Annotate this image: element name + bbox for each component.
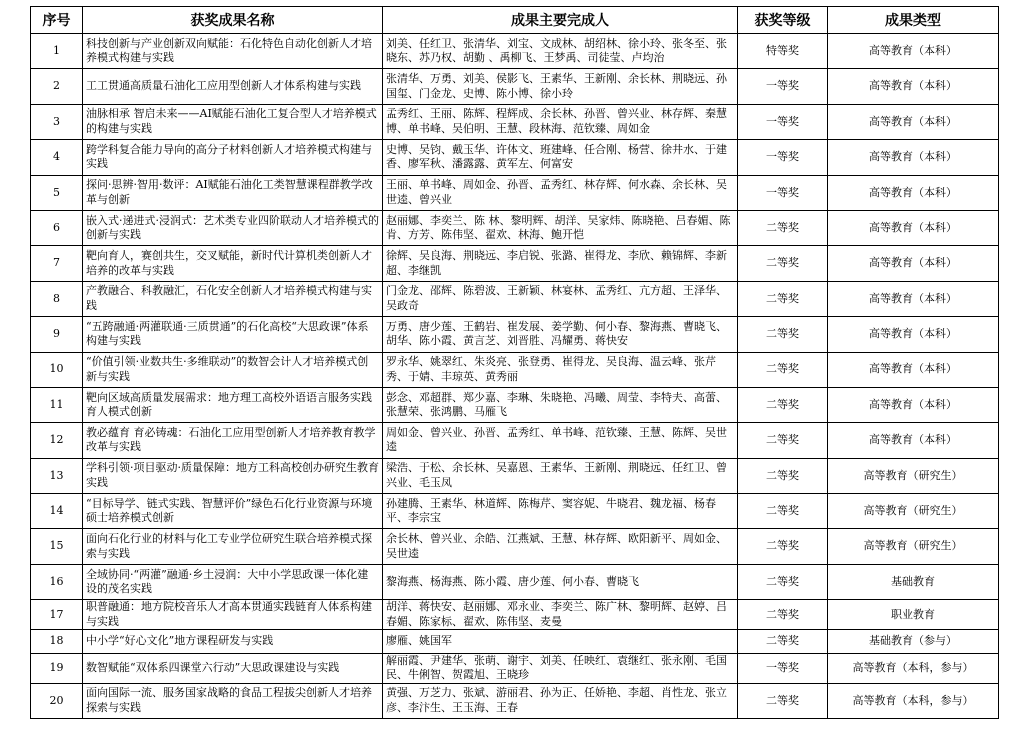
- cell-members: 廖雁、姚国军: [383, 630, 738, 654]
- cell-type: 基础教育: [828, 564, 999, 599]
- cell-no: 10: [31, 352, 83, 387]
- cell-members: 孙建腾、王素华、林道辉、陈梅芹、窦容妮、牛晓君、魏龙福、杨春平、李宗宝: [383, 494, 738, 529]
- cell-level: 二等奖: [738, 630, 828, 654]
- cell-members: 梁浩、于松、余长林、吴嘉恩、王素华、王新刚、荆晓远、任红卫、曾兴业、毛玉凤: [383, 458, 738, 493]
- cell-type: 高等教育（本科）: [828, 210, 999, 245]
- table-row: [31, 104, 999, 139]
- cell-no: 18: [31, 630, 83, 654]
- cell-level: 一等奖: [738, 104, 828, 139]
- cell-title: 教必蕴育 育必铸魂：石油化工应用型创新人才培养教育教学改革与实践: [83, 423, 383, 458]
- cell-type: 高等教育（本科）: [828, 69, 999, 104]
- table-row: [31, 140, 999, 175]
- cell-title: 产教融合、科教融汇，石化安全创新人才培养模式构建与实践: [83, 281, 383, 316]
- cell-title: 学科引领·项目驱动·质量保障：地方工科高校创办研究生教育实践: [83, 458, 383, 493]
- cell-type: 职业教育: [828, 600, 999, 630]
- cell-level: 一等奖: [738, 69, 828, 104]
- header-no: 序号: [31, 7, 83, 34]
- cell-type: 高等教育（本科）: [828, 246, 999, 281]
- table-row: [31, 458, 999, 493]
- cell-no: 14: [31, 494, 83, 529]
- table-row: [31, 600, 999, 630]
- cell-no: 3: [31, 104, 83, 139]
- cell-level: 二等奖: [738, 600, 828, 630]
- cell-type: 高等教育（本科）: [828, 352, 999, 387]
- cell-title: 数智赋能“双体系四课堂六行动”大思政课建设与实践: [83, 653, 383, 683]
- cell-no: 1: [31, 34, 83, 69]
- table-header-row: [31, 7, 999, 34]
- cell-no: 16: [31, 564, 83, 599]
- cell-members: 黎海燕、杨海燕、陈小霞、唐少莲、何小春、曹晓飞: [383, 564, 738, 599]
- cell-title: “价值引领·业数共生·多维联动”的数智会计人才培养模式创新与实践: [83, 352, 383, 387]
- cell-members: 解丽霞、尹建华、张萌、谢宇、刘美、任映红、袁继红、张永刚、毛国民、牛俐智、贺霞旭、王晓珍: [383, 653, 738, 683]
- cell-members: 门金龙、邵辉、陈碧波、王新颖、林宴林、孟秀红、亢方超、王泽华、吴政奇: [383, 281, 738, 316]
- cell-type: 高等教育（本科）: [828, 317, 999, 352]
- table-row: [31, 529, 999, 564]
- cell-level: 一等奖: [738, 175, 828, 210]
- cell-type: 高等教育（本科）: [828, 34, 999, 69]
- cell-title: 探问·思辨·智用·数评：AI赋能石油化工类智慧课程群教学改革与创新: [83, 175, 383, 210]
- cell-members: 刘美、任红卫、张清华、刘宝、文成林、胡绍林、徐小玲、张冬至、张晓东、苏乃权、胡勤 、禹柳飞、王梦禹、司徒莹、卢均治: [383, 34, 738, 69]
- cell-type: 高等教育（研究生）: [828, 458, 999, 493]
- cell-type: 高等教育（本科）: [828, 104, 999, 139]
- cell-level: 二等奖: [738, 494, 828, 529]
- cell-no: 19: [31, 653, 83, 683]
- cell-no: 11: [31, 387, 83, 422]
- cell-type: 基础教育（参与）: [828, 630, 999, 654]
- cell-title: 面向国际一流、服务国家战略的食品工程拔尖创新人才培养探索与实践: [83, 683, 383, 718]
- cell-no: 7: [31, 246, 83, 281]
- cell-title: “五跨融通·两灌联通·三质贯通”的石化高校“大思政课”体系构建与实践: [83, 317, 383, 352]
- table-row: [31, 69, 999, 104]
- cell-members: 胡洋、蒋快安、赵丽娜、邓永业、李奕兰、陈广林、黎明辉、赵婷、吕春媚、陈家标、翟欢、陈伟坚、麦曼: [383, 600, 738, 630]
- header-title: 获奖成果名称: [83, 7, 383, 34]
- cell-title: 面向石化行业的材料与化工专业学位研究生联合培养模式探索与实践: [83, 529, 383, 564]
- cell-members: 罗永华、姚翠红、朱炎亮、张登勇、崔得龙、吴良海、温云峰、张芹秀、于婧、丰琼英、黄秀丽: [383, 352, 738, 387]
- table-row: [31, 281, 999, 316]
- cell-level: 一等奖: [738, 653, 828, 683]
- cell-level: 二等奖: [738, 352, 828, 387]
- table-row: [31, 246, 999, 281]
- cell-level: 二等奖: [738, 683, 828, 718]
- cell-type: 高等教育（本科）: [828, 140, 999, 175]
- cell-no: 5: [31, 175, 83, 210]
- cell-level: 二等奖: [738, 458, 828, 493]
- cell-members: 万勇、唐少莲、王鹤岩、崔发展、姜学勤、何小春、黎海燕、曹晓飞、胡华、陈小霞、黄言芝、刘晋胜、冯耀勇、蒋快安: [383, 317, 738, 352]
- table-row: [31, 34, 999, 69]
- cell-title: 工工贯通高质量石油化工应用型创新人才体系构建与实践: [83, 69, 383, 104]
- awards-table: [30, 6, 999, 719]
- table-row: [31, 352, 999, 387]
- table-row: [31, 564, 999, 599]
- cell-title: 科技创新与产业创新双向赋能：石化特色自动化创新人才培养模式构建与实践: [83, 34, 383, 69]
- cell-level: 二等奖: [738, 423, 828, 458]
- cell-level: 二等奖: [738, 210, 828, 245]
- cell-title: 跨学科复合能力导向的高分子材料创新人才培养模式构建与实践: [83, 140, 383, 175]
- table-row: [31, 683, 999, 718]
- cell-level: 二等奖: [738, 564, 828, 599]
- table-row: [31, 317, 999, 352]
- cell-members: 余长林、曾兴业、余皓、江燕斌、王慧、林存辉、欧阳新平、周如金、吴世逵: [383, 529, 738, 564]
- cell-no: 17: [31, 600, 83, 630]
- header-level: 获奖等级: [738, 7, 828, 34]
- cell-no: 4: [31, 140, 83, 175]
- cell-members: 史博、吴钧、戴玉华、许体文、班建峰、任合刚、杨营、徐井水、于建香、廖军秋、潘露露、黄军左、何富安: [383, 140, 738, 175]
- cell-type: 高等教育（本科）: [828, 281, 999, 316]
- cell-no: 20: [31, 683, 83, 718]
- cell-type: 高等教育（本科，参与）: [828, 653, 999, 683]
- cell-level: 二等奖: [738, 317, 828, 352]
- table-row: [31, 175, 999, 210]
- cell-title: 靶向育人，赛创共生，交叉赋能，新时代计算机类创新人才培养的改革与实践: [83, 246, 383, 281]
- table-row: [31, 423, 999, 458]
- table-row: [31, 653, 999, 683]
- cell-type: 高等教育（本科）: [828, 387, 999, 422]
- cell-title: “目标导学、链式实践、智慧评价”绿色石化行业资源与环境硕士培养模式创新: [83, 494, 383, 529]
- cell-title: 中小学“好心文化”地方课程研发与实践: [83, 630, 383, 654]
- cell-type: 高等教育（研究生）: [828, 494, 999, 529]
- cell-title: 全域协同·“两灌”融通·乡土浸润：大中小学思政课一体化建设的茂名实践: [83, 564, 383, 599]
- cell-no: 8: [31, 281, 83, 316]
- cell-no: 6: [31, 210, 83, 245]
- cell-level: 特等奖: [738, 34, 828, 69]
- cell-level: 一等奖: [738, 140, 828, 175]
- cell-type: 高等教育（本科）: [828, 175, 999, 210]
- cell-members: 孟秀红、王丽、陈辉、程辉成、余长林、孙晋、曾兴业、林存辉、秦慧博、单书峰、吴伯明、王慧、段林海、范钦臻、周如金: [383, 104, 738, 139]
- cell-title: 靶向区域高质量发展需求：地方理工高校外语语言服务实践育人模式创新: [83, 387, 383, 422]
- table-row: [31, 387, 999, 422]
- awards-table-container: [30, 6, 998, 719]
- cell-members: 黄强、万芝力、张斌、游丽君、孙为正、任娇艳、李超、肖性龙、张立彦、李汴生、王玉海、王春: [383, 683, 738, 718]
- cell-title: 职普融通：地方院校音乐人才高本贯通实践链育人体系构建与实践: [83, 600, 383, 630]
- cell-level: 二等奖: [738, 387, 828, 422]
- table-row: [31, 494, 999, 529]
- cell-no: 12: [31, 423, 83, 458]
- cell-title: 嵌入式·递进式·浸润式：艺术类专业四阶联动人才培养模式的创新与实践: [83, 210, 383, 245]
- cell-no: 2: [31, 69, 83, 104]
- cell-level: 二等奖: [738, 246, 828, 281]
- cell-members: 张清华、万勇、刘美、侯影飞、王素华、王新刚、余长林、荆晓远、孙国玺、门金龙、史博、陈小博、徐小玲: [383, 69, 738, 104]
- cell-title: 油脉相承 智启未来——AI赋能石油化工复合型人才培养模式的构建与实践: [83, 104, 383, 139]
- header-type: 成果类型: [828, 7, 999, 34]
- table-row: [31, 630, 999, 654]
- cell-level: 二等奖: [738, 529, 828, 564]
- cell-members: 徐辉、吴良海、荆晓远、李启锐、张潞、崔得龙、李欣、赖锦辉、李新超、李继凯: [383, 246, 738, 281]
- cell-level: 二等奖: [738, 281, 828, 316]
- cell-members: 彭念、邓超群、郑少嘉、李琳、朱晓艳、冯曦、周莹、李特夫、高蕾、 张慧荣、张鸿鹏、马雁飞: [383, 387, 738, 422]
- cell-type: 高等教育（研究生）: [828, 529, 999, 564]
- cell-members: 赵丽娜、李奕兰、陈 林、黎明辉、胡洋、吴家炜、陈晓艳、吕春媚、陈肯、方芳、陈伟坚、翟欢、林海、鲍开恺: [383, 210, 738, 245]
- cell-members: 周如金、曾兴业、孙晋、孟秀红、单书峰、范钦臻、王慧、陈辉、吴世逵: [383, 423, 738, 458]
- cell-type: 高等教育（本科）: [828, 423, 999, 458]
- cell-type: 高等教育（本科，参与）: [828, 683, 999, 718]
- cell-no: 9: [31, 317, 83, 352]
- cell-no: 15: [31, 529, 83, 564]
- cell-members: 王丽、单书峰、周如金、孙晋、孟秀红、林存辉、何水森、余长林、吴世逵、曾兴业: [383, 175, 738, 210]
- header-members: 成果主要完成人: [383, 7, 738, 34]
- cell-no: 13: [31, 458, 83, 493]
- table-row: [31, 210, 999, 245]
